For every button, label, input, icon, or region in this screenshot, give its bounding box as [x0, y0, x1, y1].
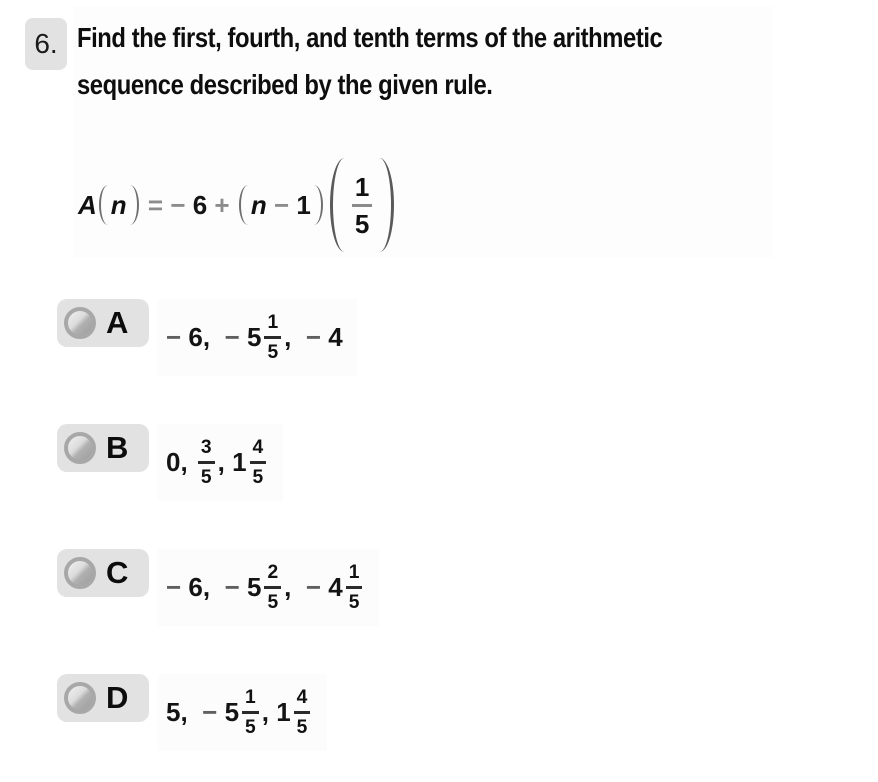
radio-button-icon[interactable] [64, 307, 96, 339]
option-a-button[interactable] [57, 299, 149, 347]
fraction [264, 313, 281, 362]
option-d-answer-expression [158, 674, 327, 751]
question-text [77, 14, 662, 108]
fraction-numerator: 4 [252, 436, 264, 458]
question-number: 6. [34, 28, 58, 59]
radio-button-icon[interactable] [64, 432, 96, 464]
radio-button-icon[interactable] [64, 682, 96, 714]
fraction-denominator: 5 [354, 208, 370, 239]
math-token: − [266, 189, 297, 220]
math-token: 5 [224, 697, 240, 727]
math-token: A [78, 189, 97, 220]
math-token: , [284, 572, 306, 602]
fraction [250, 438, 267, 487]
math-token: 5 [246, 322, 262, 352]
fraction-denominator: 5 [348, 592, 360, 613]
math-token: 1 [276, 697, 291, 727]
fraction-denominator: 5 [267, 592, 279, 613]
answer-options-list [57, 299, 379, 782]
math-token: − [305, 322, 329, 352]
radio-button-icon[interactable] [64, 557, 96, 589]
option-c-answer-expression [158, 549, 379, 626]
math-token: n [110, 189, 127, 220]
math-token: + [207, 189, 237, 220]
fraction-denominator: 5 [200, 467, 212, 488]
open-paren [99, 185, 108, 225]
fraction-numerator: 4 [296, 686, 308, 708]
math-token: 4 [328, 322, 343, 352]
fraction [294, 688, 311, 737]
math-token: 1 [296, 189, 311, 220]
fraction-numerator: 1 [348, 561, 360, 583]
option-c-button[interactable] [57, 549, 149, 597]
fraction [264, 563, 281, 612]
question-number-badge [25, 18, 67, 70]
option-b-button[interactable] [57, 424, 149, 472]
math-token: 5, [166, 697, 203, 727]
option-letter: C [106, 555, 129, 590]
math-token: , [284, 322, 306, 352]
open-paren [330, 158, 345, 252]
math-token: 4 [328, 572, 343, 602]
math-token: 6, [188, 322, 225, 352]
math-token: − [202, 697, 225, 727]
question-text-line-2: sequence described by the given rule. [77, 69, 493, 100]
fraction-numerator: 3 [200, 436, 212, 458]
math-token: = [140, 189, 171, 220]
math-token: 6 [192, 189, 208, 220]
fraction [346, 563, 363, 612]
fraction-numerator: 1 [245, 686, 256, 708]
math-token: , [261, 697, 277, 727]
close-paren [314, 185, 323, 225]
math-token: − [170, 189, 193, 220]
math-token: , [217, 447, 233, 477]
option-letter: A [106, 305, 129, 340]
option-row-a [57, 299, 379, 376]
fraction-denominator: 5 [252, 467, 264, 488]
math-token: − [224, 322, 247, 352]
math-token: n [250, 189, 267, 220]
option-letter: B [106, 430, 129, 465]
math-token: − [224, 572, 247, 602]
close-paren [130, 185, 139, 225]
open-paren [239, 185, 248, 225]
math-token: 5 [246, 572, 262, 602]
option-letter: D [106, 680, 129, 715]
math-token: − [305, 572, 329, 602]
option-row-d [57, 674, 379, 751]
option-row-c [57, 549, 379, 626]
fraction-numerator: 1 [354, 171, 370, 202]
option-row-b [57, 424, 379, 501]
close-paren [379, 158, 394, 252]
option-a-answer-expression [158, 299, 357, 376]
math-token: 0, [166, 447, 195, 477]
question-text-line-1: Find the first, fourth, and tenth terms of the arithmetic [77, 22, 663, 53]
fraction-denominator: 5 [267, 342, 279, 363]
math-token: 6, [188, 572, 225, 602]
fraction-numerator: 2 [267, 561, 279, 583]
fraction [198, 438, 215, 487]
sequence-rule-formula [78, 155, 399, 255]
option-d-button[interactable] [57, 674, 149, 722]
math-token: − [166, 322, 189, 352]
fraction-denominator: 5 [245, 717, 256, 738]
fraction-denominator: 5 [296, 717, 308, 738]
fraction [352, 171, 372, 239]
option-b-answer-expression [158, 424, 283, 501]
fraction-numerator: 1 [267, 311, 279, 333]
math-token: 1 [232, 447, 247, 477]
fraction [242, 688, 259, 737]
math-token: − [166, 572, 189, 602]
